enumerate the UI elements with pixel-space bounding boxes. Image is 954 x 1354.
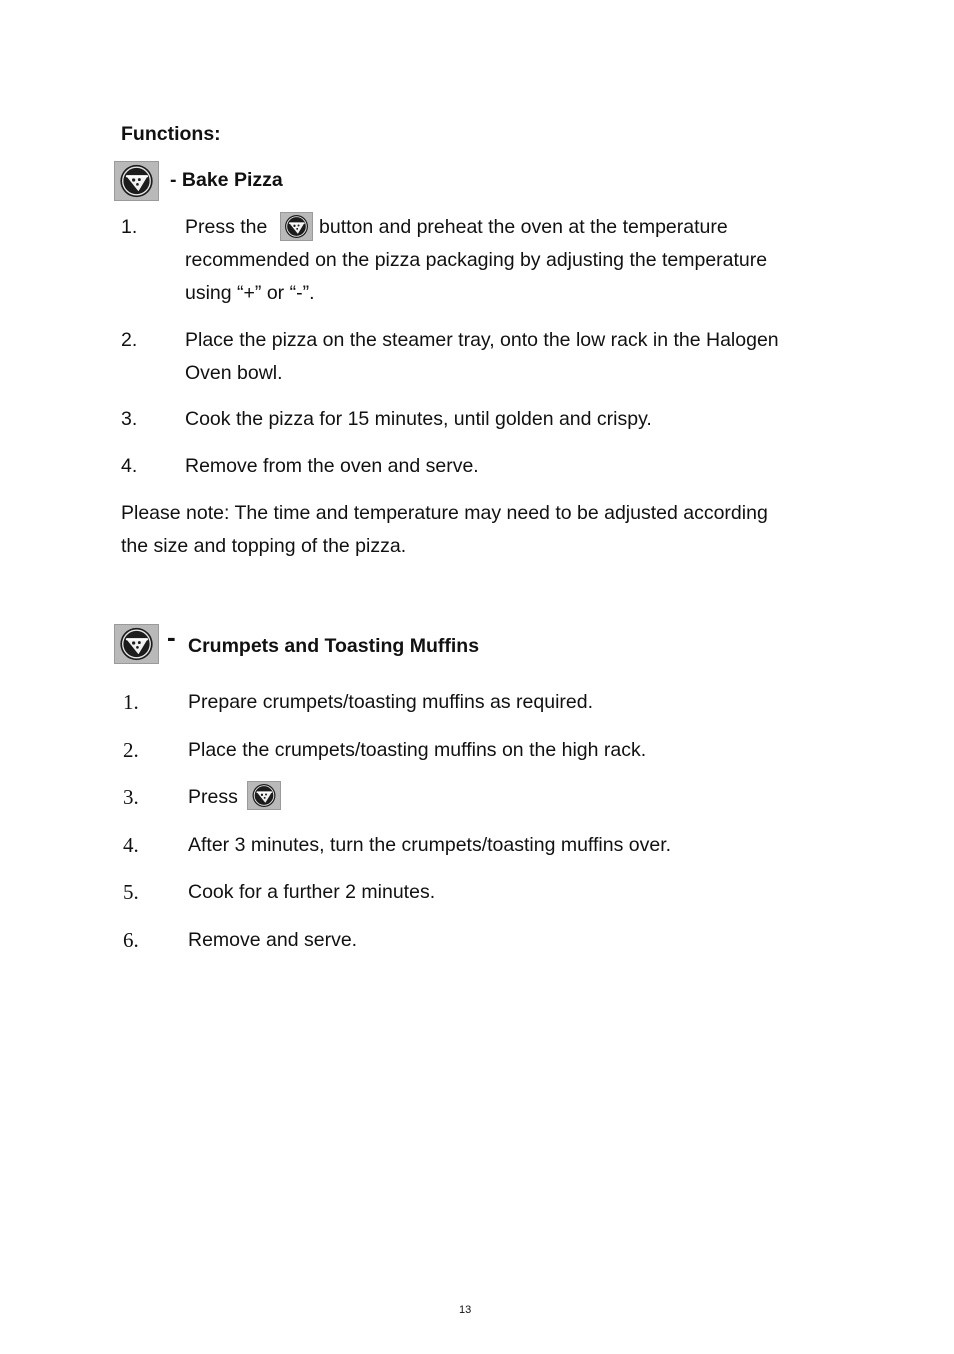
step-text: Press the [185, 216, 268, 238]
step-number: 3. [121, 408, 138, 430]
step-number: 2. [123, 738, 139, 762]
step-text: Remove from the oven and serve. [185, 455, 479, 477]
step-number: 1. [121, 216, 138, 238]
section-title-crumpets: Crumpets and Toasting Muffins [188, 635, 480, 657]
step-number: 4. [121, 455, 138, 477]
step-number: 3. [123, 785, 139, 809]
functions-heading: Functions: [121, 123, 221, 145]
pizza-icon [280, 212, 313, 241]
step-text: Press [188, 786, 238, 808]
note-text: Please note: The time and temperature may need to be adjusted according [121, 502, 768, 524]
pizza-icon [114, 624, 159, 664]
step-text: After 3 minutes, turn the crumpets/toasting muffins over. [188, 834, 672, 856]
step-number: 4. [123, 833, 139, 857]
note-text: the size and topping of the pizza. [121, 535, 407, 557]
step-text: Oven bowl. [185, 362, 283, 384]
pizza-icon [114, 161, 159, 201]
section-dash: - [167, 622, 176, 652]
step-text: Place the crumpets/toasting muffins on the high rack. [188, 739, 647, 761]
step-number: 6. [123, 928, 139, 952]
step-text: Cook the pizza for 15 minutes, until golden and crispy. [185, 408, 652, 430]
step-number: 1. [123, 690, 139, 714]
step-text: using “+” or “-”. [185, 282, 315, 304]
step-text: Prepare crumpets/toasting muffins as required. [188, 691, 594, 713]
pizza-icon [247, 781, 281, 810]
step-number: 2. [121, 329, 138, 351]
step-text: Place the pizza on the steamer tray, onto the low rack in the Halogen [185, 329, 779, 351]
step-text: recommended on the pizza packaging by adjusting the temperature [185, 249, 768, 271]
page-number: 13 [459, 1304, 472, 1316]
step-text: Cook for a further 2 minutes. [188, 881, 436, 903]
step-number: 5. [123, 880, 139, 904]
step-text: button and preheat the oven at the temperature [319, 216, 728, 238]
section-title-bake-pizza: - Bake Pizza [170, 169, 283, 191]
step-text: Remove and serve. [188, 929, 358, 951]
